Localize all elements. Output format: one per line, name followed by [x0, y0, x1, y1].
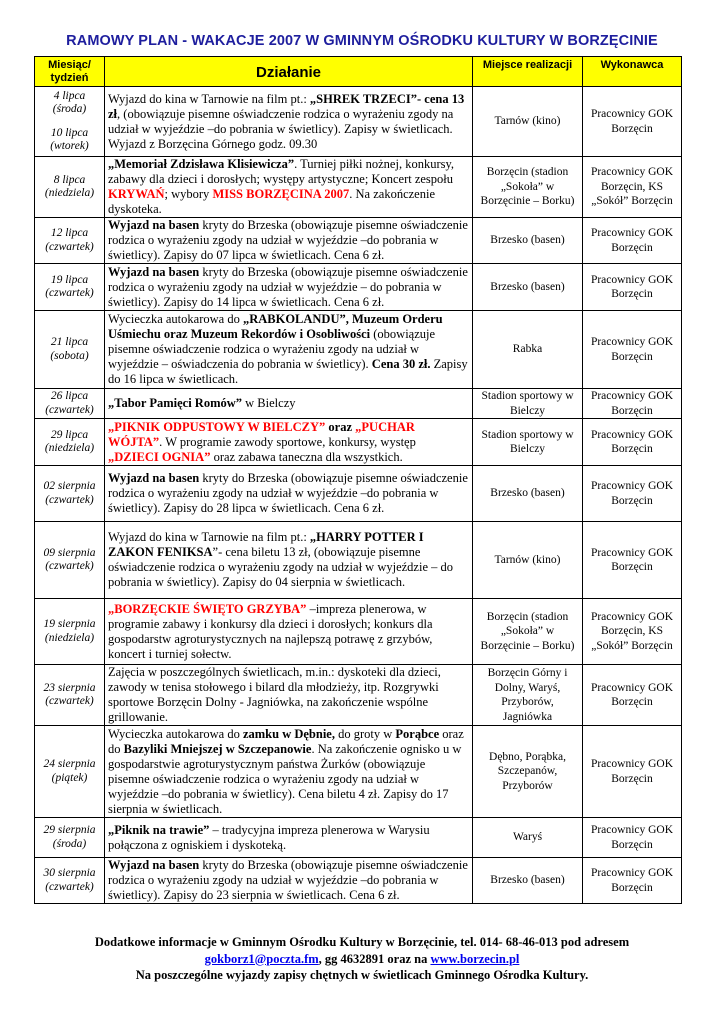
table-header-row [35, 57, 682, 87]
row-date [35, 522, 105, 599]
action-text-segment: „PUCHAR WÓJTA” [108, 419, 415, 449]
row-date-text: 19 sierpnia (niedziela) [43, 618, 96, 644]
row-date [35, 157, 105, 218]
row-executor: Pracownicy GOK Borzęcin [583, 466, 682, 522]
row-date-text: 21 lipca (sobota) [50, 336, 89, 362]
row-date [35, 218, 105, 264]
row-date [35, 599, 105, 665]
action-text-segment: Wyjazd na basen [108, 858, 200, 872]
header-exec: Wykonawca [583, 57, 682, 87]
row-date [35, 858, 105, 904]
action-text-segment: w Bielczy [242, 396, 296, 410]
action-text-segment: Zajęcia w poszczególnych świetlicach, m.in.: dyskoteki dla dzieci, zawody w tenisa stołowego i bilard dla młodzieży, itp. Rozgrywki sportowe Borzęcin Dolny - Jagniówka, na zakończenie wspólne grillowanie. [108, 665, 441, 724]
action-text-segment: Wyjazd do kina w Tarnowie na film pt.: [108, 530, 310, 544]
row-executor: Pracownicy GOK Borzęcin [583, 419, 682, 466]
action-text-segment: (obowiązuje pisemne oświadczenie rodzica o wyrażeniu zgody na udział w wyjeździe – oświadczenia do pobrania w świetlicy). [108, 327, 436, 371]
row-executor: Pracownicy GOK Borzęcin, KS „Sokół” Borzęcin [583, 157, 682, 218]
action-text-segment: kryty do Brzeska (obowiązuje pisemne oświadczenie rodzica o wyrażeniu zgody na udział w wyjeździe –do pobrania w świetlicy). Zapisy do 07 lipca w świetlicach. Cena 6 zł. [108, 218, 468, 262]
action-text-segment: Wyjazd na basen [108, 264, 200, 279]
row-action [105, 858, 473, 904]
row-date-text: 02 sierpnia (czwartek) [43, 480, 96, 506]
action-text-segment: „SHREK TRZECI”- cena 13 zł [108, 91, 465, 121]
footer-info-line: Dodatkowe informacje w Gminnym Ośrodku Kultury w Borzęcinie, tel. 014- 68-46-013 pod adresem [94, 935, 630, 949]
row-action [105, 389, 473, 419]
row-action [105, 419, 473, 466]
action-text-segment: „RABKOLANDU”, Muzeum Orderu Uśmiechu oraz Muzeum Rekordów i Osobliwości [108, 312, 443, 341]
row-date [35, 311, 105, 389]
table-row [35, 599, 682, 665]
row-date [35, 466, 105, 522]
row-action [105, 87, 473, 157]
row-action [105, 665, 473, 726]
website-link[interactable]: www.borzecin.pl [430, 951, 520, 966]
action-text-segment: Wyjazd do kina w Tarnowie na film pt.: [108, 91, 310, 106]
action-text-segment: do groty w [334, 726, 396, 741]
action-text-segment: . Na zakończenie dyskoteka. [108, 187, 435, 216]
table-row [35, 858, 682, 904]
action-text-segment: Zapisy do 16 lipca w świetlicach. [108, 357, 468, 386]
table-row [35, 311, 682, 389]
row-action [105, 157, 473, 218]
row-place: Stadion sportowy w Bielczy [473, 389, 583, 419]
action-text-segment: Wyjazd na basen [108, 471, 200, 485]
action-text-segment: oraz zabawa taneczna dla wszystkich. [210, 449, 403, 464]
row-action [105, 466, 473, 522]
table-row [35, 665, 682, 726]
table-row [35, 87, 682, 157]
row-executor: Pracownicy GOK Borzęcin [583, 389, 682, 419]
header-action: Działanie [105, 57, 473, 87]
action-text-segment: . Na zakończenie ognisko u w gospodarstwie agroturystycznym państwa Żurków (obowiązuje pisemne oświadczenie rodzica o wyrażeniu zgody na udział w wyjeździe –do pobrania w świetlicy). Cena biletu 4 zł. Zapisy do 17 sierpnia w świetlicach. [108, 741, 462, 816]
email-link[interactable]: gokborz1@poczta.fm [204, 951, 319, 966]
action-text-segment: zamku w Dębnie, [242, 726, 335, 741]
action-text-segment: „PIKNIK ODPUSTOWY W BIELCZY” [108, 419, 326, 434]
row-executor: Pracownicy GOK Borzęcin [583, 726, 682, 818]
table-row [35, 264, 682, 311]
row-executor: Pracownicy GOK Borzęcin [583, 218, 682, 264]
row-place: Borzęcin (stadion „Sokoła” w Borzęcinie – Borku) [473, 599, 583, 665]
row-executor: Pracownicy GOK Borzęcin [583, 818, 682, 858]
action-text-segment: oraz do [108, 726, 464, 756]
row-place: Stadion sportowy w Bielczy [473, 419, 583, 466]
row-place: Tarnów (kino) [473, 87, 583, 157]
table-row [35, 389, 682, 419]
row-action [105, 726, 473, 818]
footer-contact-line [0, 951, 724, 968]
table-row [35, 466, 682, 522]
table-row [35, 419, 682, 466]
table-row [35, 818, 682, 858]
page-title: RAMOWY PLAN - WAKACJE 2007 W GMINNYM OŚRODKU KULTURY W BORZĘCINIE [66, 33, 658, 49]
row-place: Brzesko (basen) [473, 218, 583, 264]
row-date-text: 29 sierpnia (środa) [43, 824, 96, 850]
row-date-text: 12 lipca (czwartek) [45, 227, 94, 253]
action-text-segment: KRYWAŃ [108, 187, 165, 201]
row-date [35, 419, 105, 466]
action-text-segment: kryty do Brzeska (obowiązuje pisemne oświadczenie rodzica o wyrażeniu zgody na udział w wyjeździe – do pobrania w świetlicy). Zapisy do 14 lipca w świetlicach. Cena 6 zł. [108, 264, 468, 309]
table-row [35, 157, 682, 218]
row-place: Brzesko (basen) [473, 264, 583, 311]
row-date [35, 87, 105, 157]
row-date [35, 665, 105, 726]
action-text-segment: „Memoriał Zdzisława Klisiewicza” [108, 157, 295, 171]
action-text-segment: ; wybory [164, 187, 213, 201]
row-place: Brzesko (basen) [473, 858, 583, 904]
row-executor: Pracownicy GOK Borzęcin [583, 522, 682, 599]
row-action [105, 264, 473, 311]
row-date-text: 30 sierpnia (czwartek) [43, 867, 96, 893]
row-executor: Pracownicy GOK Borzęcin [583, 264, 682, 311]
footer-gg-text: , gg 4632891 oraz na [318, 951, 431, 966]
action-text-segment: „BORZĘCKIE ŚWIĘTO GRZYBA” [108, 601, 307, 616]
row-place: Dębno, Porąbka, Szczepanów, Przyborów [473, 726, 583, 818]
schedule-table [34, 56, 682, 904]
row-date-text: 29 lipca (niedziela) [44, 428, 95, 454]
row-action [105, 522, 473, 599]
row-place: Tarnów (kino) [473, 522, 583, 599]
action-text-segment: MISS BORZĘCINA 2007 [212, 187, 350, 201]
row-date [35, 264, 105, 311]
header-date: Miesiąc/ tydzień [35, 57, 105, 87]
footer-signup-line: Na poszczególne wyjazdy zapisy chętnych w świetlicach Gminnego Ośrodka Kultury. [135, 968, 589, 982]
action-text-segment: – tradycyjna impreza plenerowa w Warysiu połączona z ogniskiem i dyskoteką. [108, 822, 430, 852]
row-date-text: 19 lipca (czwartek) [45, 273, 94, 299]
action-text-segment: kryty do Brzeska (obowiązuje pisemne oświadczenie rodzica o wyrażeniu zgody na udział w wyjeździe –do pobrania w świetlicy). Zapisy do 23 sierpnia w świetlicach. Cena 6 zł. [108, 858, 468, 902]
table-row [35, 522, 682, 599]
row-executor: Pracownicy GOK Borzęcin [583, 665, 682, 726]
action-text-segment: oraz [325, 419, 356, 434]
row-date-text: 26 lipca (czwartek) [45, 390, 94, 416]
row-date [35, 389, 105, 419]
action-text-segment: . Turniej piłki nożnej, konkursy, zabawy dla dzieci i dorosłych; występy artystyczne; Koncert zespołu [108, 157, 455, 186]
row-date-secondary: 10 lipca (wtorek) [50, 126, 89, 152]
action-text-segment: kryty do Brzeska (obowiązuje pisemne oświadczenie rodzica o wyrażeniu zgody na udział w wyjeździe –do pobrania w świetlicy). Zapisy do 28 lipca w świetlicach. Cena 6 zł. [108, 471, 468, 515]
action-text-segment: , (obowiązuje pisemne oświadczenie rodzica o wyrażeniu zgody na udział w wyjeździe –do pobrania w świetlicy). Zapisy w świetlicach. Wyjazd z Borzęcina Górnego godz. 09.30 [108, 106, 454, 151]
action-text-segment: Wycieczka autokarowa do [108, 726, 243, 741]
row-place: Waryś [473, 818, 583, 858]
row-action [105, 311, 473, 389]
action-text-segment: „Tabor Pamięci Romów” [108, 396, 243, 410]
row-executor: Pracownicy GOK Borzęcin [583, 87, 682, 157]
table-row [35, 726, 682, 818]
row-action [105, 818, 473, 858]
row-action [105, 599, 473, 665]
action-text-segment: „HARRY POTTER I ZAKON FENIKSA [108, 530, 424, 559]
row-place: Rabka [473, 311, 583, 389]
row-executor: Pracownicy GOK Borzęcin [583, 311, 682, 389]
row-executor: Pracownicy GOK Borzęcin, KS „Sokół” Borzęcin [583, 599, 682, 665]
action-text-segment: . W programie zawody sportowe, konkursy, występ [159, 434, 416, 449]
row-action [105, 218, 473, 264]
row-date-text: 8 lipca (niedziela) [44, 173, 95, 199]
row-executor: Pracownicy GOK Borzęcin [583, 858, 682, 904]
row-place: Borzęcin (stadion „Sokoła” w Borzęcinie – Borku) [473, 157, 583, 218]
row-place: Brzesko (basen) [473, 466, 583, 522]
action-text-segment: Porąbce [395, 726, 440, 741]
action-text-segment: „Piknik na trawie” [108, 822, 210, 837]
action-text-segment: Wycieczka autokarowa do [108, 312, 243, 326]
table-row [35, 218, 682, 264]
row-date-text: 4 lipca (środa) [52, 89, 87, 115]
header-place: Miejsce realizacji [473, 57, 583, 87]
row-date-text: 24 sierpnia (piątek) [43, 758, 96, 784]
action-text-segment: ”- cena biletu 13 zł, (obowiązuje pisemne oświadczenie rodzica o wyrażeniu zgody na udział w wyjeździe – do pobrania w świetlicy). Zapisy do 04 sierpnia w świetlicach. [108, 545, 453, 589]
footer [0, 934, 724, 984]
row-date [35, 818, 105, 858]
row-place: Borzęcin Górny i Dolny, Waryś, Przyborów, Jagniówka [473, 665, 583, 726]
action-text-segment: Cena 30 zł. [371, 357, 431, 371]
action-text-segment: Bazyliki Mniejszej w Szczepanowie [123, 741, 312, 756]
action-text-segment: „DZIECI OGNIA” [108, 449, 211, 464]
row-date [35, 726, 105, 818]
row-date-text: 23 sierpnia (czwartek) [43, 681, 96, 707]
action-text-segment: –impreza plenerowa, w programie zabawy i konkursy dla dzieci i dorosłych; konkurs dla gospodarstw agroturystycznych na najlepszą potrawę z grzybów, koncert i turniej sołectw. [108, 601, 433, 661]
row-date-text: 09 sierpnia (czwartek) [43, 546, 96, 572]
action-text-segment: Wyjazd na basen [108, 218, 200, 232]
